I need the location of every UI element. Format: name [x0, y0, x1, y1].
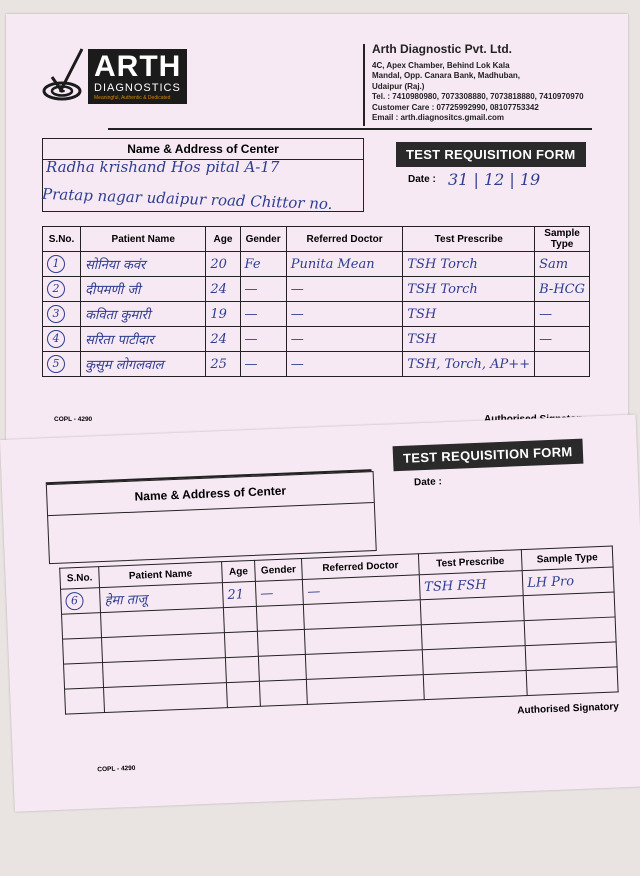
center-header: Name & Address of Center: [47, 472, 374, 516]
row-patient-name: हेमा ताजू: [100, 583, 224, 613]
table-header-row: [43, 227, 590, 252]
row-sno: [64, 663, 104, 690]
col-gender: Gender: [255, 558, 303, 581]
col-test-prescribe: Test Prescribe: [418, 550, 522, 575]
row-sample: [523, 592, 615, 621]
address-line: Mandal, Opp. Canara Bank, Madhuban,: [372, 71, 521, 80]
row-test: TSH Torch: [403, 252, 535, 277]
row-age: 25: [206, 352, 240, 377]
row-age: [225, 656, 259, 682]
company-name: Arth Diagnostic Pvt. Ltd.: [372, 42, 513, 56]
col-sample-type: Sample Type: [521, 546, 613, 571]
col-patient-name: Patient Name: [99, 562, 223, 588]
table-row: [43, 252, 590, 277]
row-patient-name: [104, 683, 228, 713]
address-line: 4C, Apex Chamber, Behind Lok Kala: [372, 60, 510, 70]
row-patient-name: सोनिया कवंर: [81, 252, 206, 277]
col-age: Age: [206, 227, 240, 252]
target-check-icon: [42, 47, 84, 105]
row-sample: [526, 667, 618, 696]
row-sample: [535, 352, 590, 377]
col-sno: S.No.: [60, 567, 100, 590]
row-sno: 6: [65, 592, 84, 611]
center-address-line2: Pratap nagar udaipur road Chittor no.: [41, 184, 333, 214]
row-sno: [65, 688, 105, 715]
row-gender: [258, 654, 306, 681]
table-row: [43, 302, 590, 327]
row-gender: —: [240, 352, 286, 377]
row-sno: 5: [47, 355, 65, 373]
row-sno: [63, 638, 103, 665]
col-age: Age: [222, 560, 256, 582]
row-doctor: —: [286, 302, 403, 327]
arth-logo: [42, 47, 187, 105]
patient-table: [59, 545, 620, 717]
row-age: 19: [206, 302, 240, 327]
row-gender: [256, 604, 304, 631]
row-gender: —: [240, 302, 286, 327]
row-gender: —: [240, 327, 286, 352]
col-referred-doctor: Referred Doctor: [301, 554, 419, 580]
row-gender: Fe: [240, 252, 286, 277]
form-code: COPL - 4290: [54, 416, 93, 423]
row-test: TSH FSH: [419, 571, 523, 600]
row-doctor: [306, 675, 424, 705]
row-sample: [525, 642, 617, 671]
row-doctor: —: [286, 327, 403, 352]
row-test: TSH, Torch, AP++: [403, 352, 535, 377]
patient-table: [42, 226, 590, 377]
company-customer-care: Customer Care : 07725992990, 08107753342: [372, 102, 539, 112]
authorised-signatory: Authorised Signatory: [517, 701, 620, 717]
center-header: Name & Address of Center: [43, 139, 363, 160]
col-sno: S.No.: [43, 227, 81, 252]
requisition-sheet-top: [6, 14, 628, 454]
row-sno: 2: [47, 280, 65, 298]
row-sample: B-HCG: [535, 277, 590, 302]
col-gender: Gender: [240, 227, 286, 252]
row-sample: [524, 617, 616, 646]
row-doctor: —: [302, 575, 420, 605]
row-gender: [257, 629, 305, 656]
row-sample: —: [535, 327, 590, 352]
row-sample: LH Pro: [522, 567, 614, 596]
company-email: Email : arth.diagnositcs.gmail.com: [372, 113, 505, 122]
row-age: [224, 631, 258, 657]
row-doctor: —: [286, 277, 403, 302]
row-age: [223, 606, 257, 632]
row-sno: 3: [47, 305, 65, 323]
row-age: 20: [206, 252, 240, 277]
col-patient-name: Patient Name: [81, 227, 206, 252]
date-value: 31 | 12 | 19: [448, 170, 541, 189]
form-title: TEST REQUISITION FORM: [396, 142, 586, 167]
center-address-box: [46, 471, 377, 564]
row-patient-name: कविता कुमारी: [81, 302, 206, 327]
company-info: [372, 44, 622, 124]
logo-brand: ARTH: [94, 49, 182, 83]
header-divider: [363, 44, 365, 126]
row-doctor: —: [286, 352, 403, 377]
row-sample: Sam: [535, 252, 590, 277]
address-line: Udaipur (Raj.): [372, 81, 425, 91]
col-test-prescribe: Test Prescribe: [403, 227, 535, 252]
row-gender: —: [255, 579, 303, 606]
row-gender: [259, 679, 307, 706]
row-test: TSH Torch: [403, 277, 535, 302]
row-sno: 4: [47, 330, 65, 348]
row-age: 21: [222, 581, 256, 607]
center-address-line1: Radha krishand Hos pital A-17: [46, 158, 280, 176]
row-sno: [62, 613, 102, 640]
form-code: COPL - 4290: [97, 764, 136, 774]
row-age: 24: [206, 277, 240, 302]
company-tel: Tel. : 7410980980, 7073308880, 7073818880, 7410970970: [372, 92, 584, 101]
row-doctor: Punita Mean: [286, 252, 403, 277]
row-age: [226, 681, 260, 707]
logo-wordmark: [88, 49, 187, 104]
date-label: Date :: [413, 476, 443, 489]
table-row: [43, 277, 590, 302]
row-age: 24: [206, 327, 240, 352]
row-test: TSH: [403, 327, 535, 352]
row-patient-name: कुसुम लोगलवाल: [81, 352, 206, 377]
row-test: TSH: [403, 302, 535, 327]
table-row: [43, 352, 590, 377]
date-label: Date :: [408, 174, 436, 185]
header-rule: [108, 128, 592, 130]
row-gender: —: [240, 277, 286, 302]
form-title: TEST REQUISITION FORM: [393, 439, 583, 472]
col-sample-type: Sample Type: [535, 227, 590, 252]
row-patient-name: सरिता पाटीदार: [81, 327, 206, 352]
table-row: [43, 327, 590, 352]
row-sample: —: [535, 302, 590, 327]
logo-sub: DIAGNOSTICS: [94, 81, 181, 94]
col-referred-doctor: Referred Doctor: [286, 227, 403, 252]
row-patient-name: दीपमणी जी: [81, 277, 206, 302]
logo-tagline: Meaningful, Authentic & Dedicated: [94, 94, 171, 101]
requisition-sheet-bottom: [0, 414, 640, 811]
row-sno: 1: [47, 255, 65, 273]
row-test: [423, 671, 527, 700]
